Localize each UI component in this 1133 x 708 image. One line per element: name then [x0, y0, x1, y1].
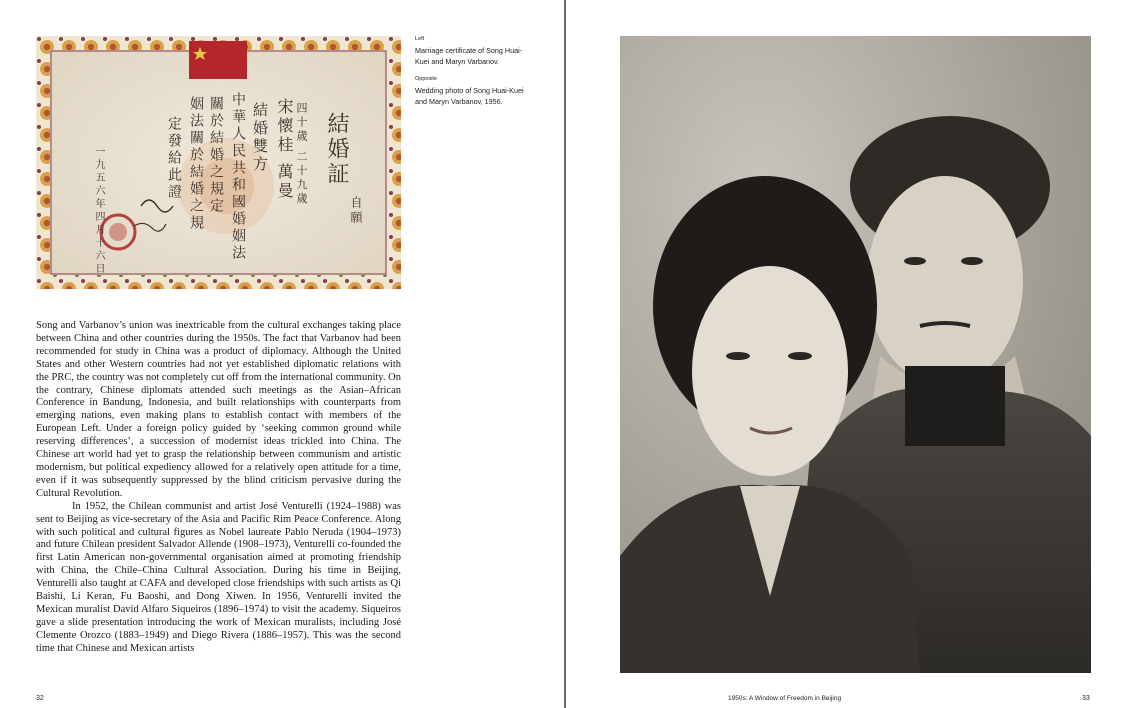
- paragraph: Song and Varbanov’s union was inextricable from the cultural exchanges taking place between China and other countries during the 1950s. The fact that Varbanov had been recommended for study in China was a product of diplomacy. Although the United States and other Western countries had not yet established diplomatic relations with the PRC, the country was not completely cut off from the international community. On the contrary, Chinese diplomats attended such meetings as the Asian–African Conference in Bandung, Indonesia, and built relationships with counterparts from emerging nations, even making plans to establish contact with members of the European Left. Under a foreign policy guided by ‘seeking common ground while reserving differences’, a succession of modernist ideas trickled into China. The Chinese art world had yet to grasp the relationship between communism and artistic modernism, but political expediency allowed for a relatively open attitude for a time, even if it was subsequently suppressed by the blind criticism pervasive during the Cultural Revolution.: [36, 320, 401, 499]
- body-text: [36, 320, 401, 656]
- certificate-date: 一九五六年四月十六日: [93, 146, 104, 276]
- certificate-ages: 四十歲 二十九歲: [295, 102, 308, 207]
- captions: [415, 36, 535, 116]
- paragraph: In 1952, the Chilean communist and artist José Venturelli (1924–1988) was sent to Beijing as vice-secretary of the Asia and Pacific Rim Peace Conference. Along with such political and cultural figures as Nobel laureate Pablo Neruda (1904–1973) and future Chilean president Salvador Allende (1908–1973), Venturelli co-founded the first Latin American non-governmental organisation aimed at promoting friendship with China, the Chile–China Cultural Association. During his time in Beijing, Venturelli also taught at CAFA and developed close friendships with such artists as Qi Baishi, Li Keran, Fu Baoshi, and Dong Xiwen. In 1956, Venturelli invited the Mexican muralist David Alfaro Siqueiros (1896–1974) to visit the academy. Siqueiros gave a slide presentation introducing the work of Mexican muralists, including José Clemente Orozco (1883–1949) and Diego Rivera (1886–1957). This was the second time that Chinese and Mexican artists: [36, 500, 401, 654]
- running-head: 1950s: A Window of Freedom in Beijing: [728, 695, 842, 702]
- certificate-text-col-4: 姻法關於結婚之規: [188, 96, 204, 232]
- page-number-left: 32: [36, 695, 44, 702]
- caption-label-left: Left: [415, 36, 425, 42]
- certificate-text-col-2: 中華人民共和國婚姻法: [230, 92, 246, 262]
- certificate-text-col-3: 關於結婚之規定: [208, 96, 224, 215]
- page-number-right: 33: [1082, 695, 1090, 702]
- marriage-certificate-image: [36, 36, 401, 289]
- certificate-title: 結婚証: [324, 112, 349, 187]
- caption-certificate: Marriage certificate of Song Huai-Kuei and Maryn Varbanov.: [415, 46, 523, 66]
- caption-label-opposite: Opposite: [415, 76, 438, 82]
- certificate-text-col-1: 結婚雙方: [251, 102, 269, 174]
- certificate-names: 宋懷桂 萬曼: [275, 98, 294, 202]
- caption-wedding-photo: Wedding photo of Song Huai-Kuei and Maryn Varbanov, 1956.: [415, 86, 524, 106]
- right-page: [566, 0, 1133, 708]
- left-page: [0, 0, 565, 708]
- certificate-words: 自願: [349, 196, 363, 226]
- certificate-text-col-5: 定發給此證: [166, 116, 182, 201]
- wedding-photo: [620, 36, 1091, 673]
